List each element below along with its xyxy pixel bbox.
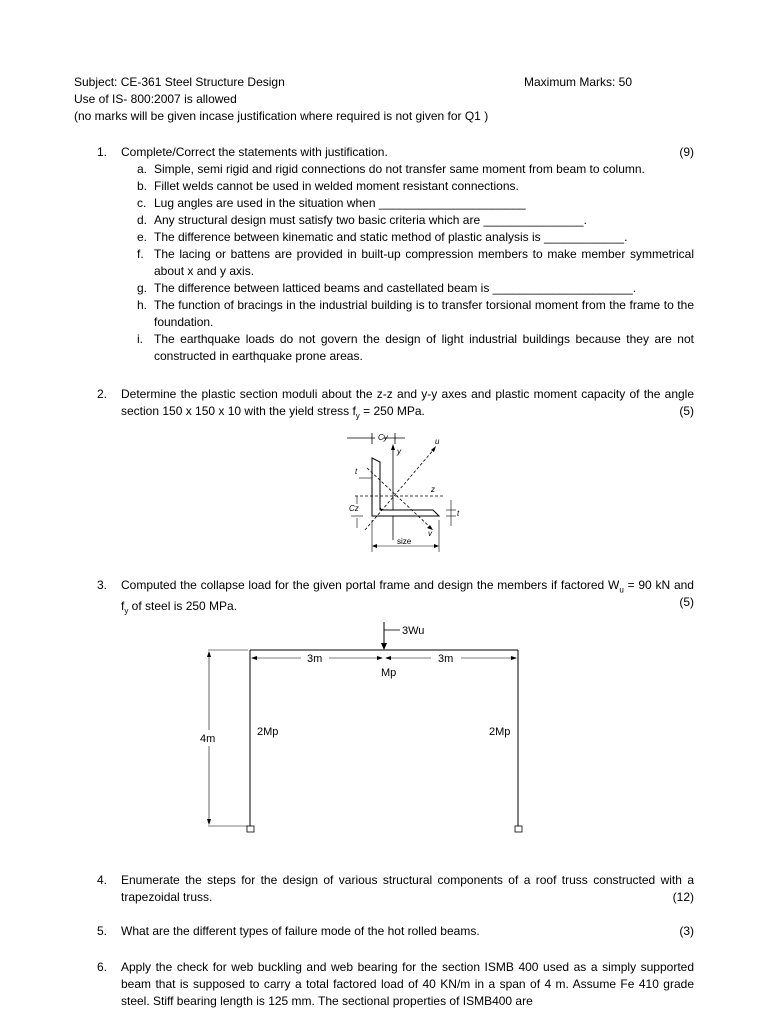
question-6 [97, 959, 694, 1010]
cz-label: Cz [349, 504, 359, 513]
size-label: size [397, 537, 412, 546]
question-marks: (5) [679, 404, 694, 418]
statement-d: d. Any structural design must satisfy two basic criteria which are _______________. [137, 213, 587, 227]
question-1 [97, 144, 694, 365]
question-text: Complete/Correct the statements with justification. [121, 145, 388, 159]
question-number: 4. [97, 873, 108, 887]
question-number: 6. [97, 960, 108, 974]
question-marks: (9) [679, 145, 694, 159]
beam-moment-label: Mp [381, 667, 397, 679]
statement-b: b. Fillet welds cannot be used in welded moment resistant connections. [137, 179, 519, 193]
question-marks: (5) [679, 595, 694, 609]
question-marks: (3) [679, 924, 694, 938]
question-text: Enumerate the steps for the design of various structural components of a roof truss constructed with a trapezoidal truss. [121, 873, 694, 904]
statement-a: a. Simple, semi rigid and rigid connections do not transfer same moment from beam to column. [137, 162, 645, 176]
z-axis-label: z [431, 485, 435, 494]
question-text: Computed the collapse load for the given portal frame and design the members if factored W [121, 578, 620, 592]
statement-e: e. The difference between kinematic and static method of plastic analysis is ____________. [137, 230, 628, 244]
subject-line: Subject: CE-361 Steel Structure Design [74, 75, 285, 89]
is-code-note: Use of IS- 800:2007 is allowed [74, 92, 237, 106]
thickness-label: t [355, 467, 358, 476]
question-number: 3. [97, 578, 108, 592]
u-axis-label: u [435, 437, 440, 446]
max-marks: Maximum Marks: 50 [524, 75, 633, 89]
span-right-label: 3m [438, 653, 454, 665]
angle-section-figure [335, 428, 465, 556]
question-4 [97, 872, 694, 906]
question-marks: (12) [672, 890, 694, 904]
left-column-moment-label: 2Mp [257, 726, 279, 738]
justification-note: (no marks will be given incase justification where required is not given for Q1 ) [74, 109, 489, 123]
portal-frame-figure [195, 620, 535, 840]
height-label: 4m [200, 733, 216, 745]
question-text: Apply the check for web buckling and web bearing for the section ISMB 400 used as a simply supported beam that is supposed to carry a total factored load of 40 KN/m in a span of 4 m. Assume Fe 410 grade steel. Stiff bearing length is 125 mm. The sectional properties of ISMB400 are [121, 960, 694, 1008]
statement-h: h. The function of bracings in the industrial building is to transfer torsional moment from the frame to the foundation. [137, 298, 694, 329]
question-5 [97, 923, 694, 940]
statement-c: c. Lug angles are used in the situation when ______________________ [137, 196, 526, 210]
statement-i: i. The earthquake loads do not govern the design of light industrial buildings because they are not constructed in earthquake prone areas. [137, 332, 694, 363]
statement-g: g. The difference between latticed beams and castellated beam is _____________________. [137, 281, 637, 295]
question-3: 3. Computed the collapse load for the given portal frame and design the members if factored $W_u = 90$ kN and $f_y$ of steel is 250 MPa. (5) [97, 578, 694, 616]
load-label: 3Wu [402, 625, 425, 637]
span-left-label: 3m [307, 653, 323, 665]
statement-f: f. The lacing or battens are provided in built-up compression members to make member symmetrical about x and y axis. [137, 247, 694, 278]
question-number: 1. [97, 145, 108, 159]
question-number: 5. [97, 924, 108, 938]
question-2: 2. Determine the plastic section moduli about the z-z and y-y axes and plastic moment capacity of the angle section 150 x 150 x 10 with the yield stress $f_y = 250$ MPa. (5) [97, 387, 694, 421]
question-text: What are the different types of failure mode of the hot rolled beams. [121, 924, 480, 938]
question-number: 2. [97, 387, 108, 401]
y-axis-label: y [397, 447, 401, 456]
statement-list [137, 161, 694, 365]
question-text: Determine the plastic section moduli about the z-z and y-y axes and plastic moment capacity of the angle section 150 x 150 x 10 with the yield stress f [121, 387, 694, 418]
right-column-moment-label: 2Mp [489, 726, 511, 738]
cy-label: Cy [378, 433, 388, 442]
thickness-label-right: t [457, 509, 460, 518]
v-axis-label: v [428, 529, 432, 538]
